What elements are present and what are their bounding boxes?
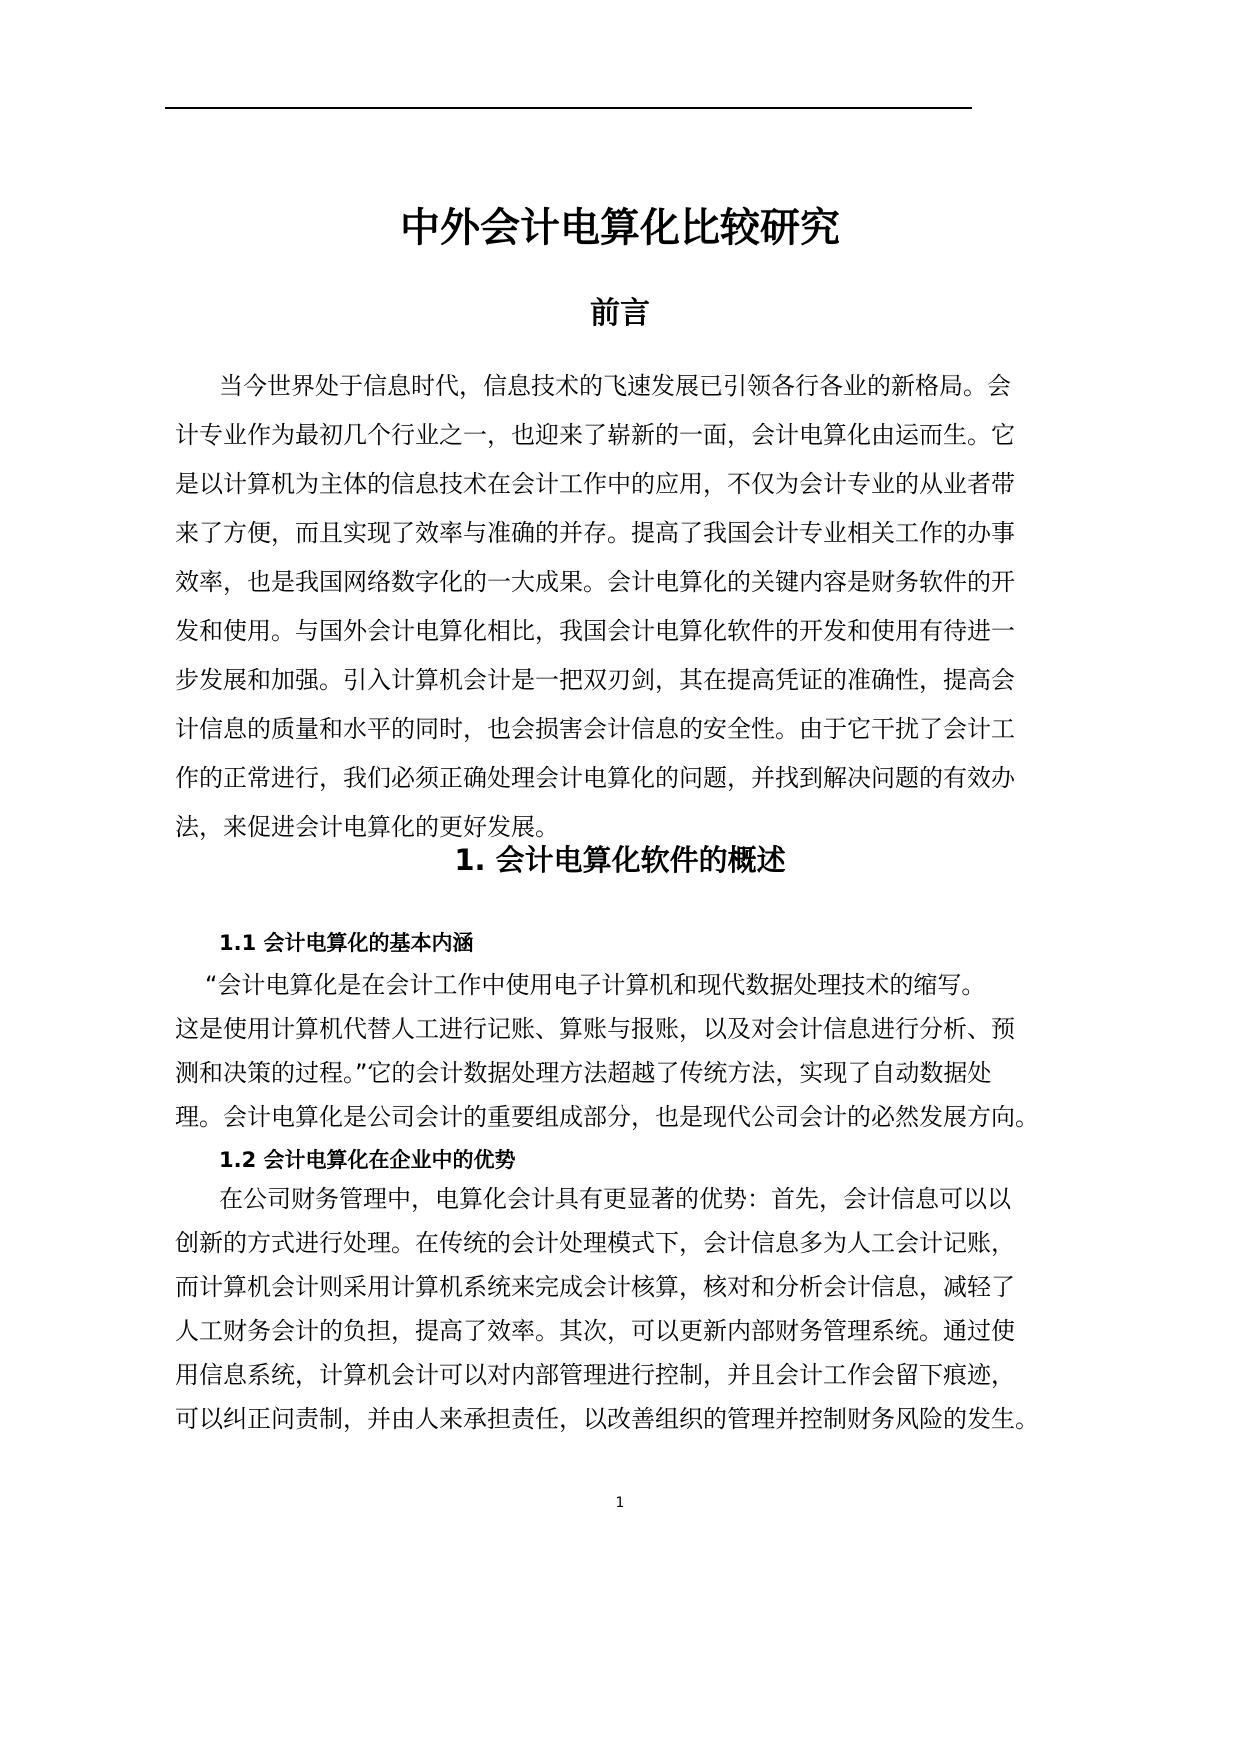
preface-heading: 前言 [590,296,650,331]
paragraph-line: 在公司财务管理中，电算化会计具有更显著的优势：首先，会计信息可以以 [219,1185,1011,1213]
paragraph-line: 人工财务会计的负担，提高了效率。其次，可以更新内部财务管理系统。通过使 [175,1317,1015,1345]
paragraph-line: 发和使用。与国外会计电算化相比，我国会计电算化软件的开发和使用有待进一 [175,617,1015,645]
paragraph-line: 来了方便，而且实现了效率与准确的并存。提高了我国会计专业相关工作的办事 [175,519,1015,547]
section-1-2-heading: 1.2 会计电算化在企业中的优势 [219,1148,516,1172]
paragraph-line: 而计算机会计则采用计算机系统来完成会计核算，核对和分析会计信息，减轻了 [175,1273,1015,1301]
paragraph-line: 理。会计电算化是公司会计的重要组成部分，也是现代公司会计的必然发展方向。 [175,1103,1039,1131]
paragraph-line: 步发展和加强。引入计算机会计是一把双刃剑，其在提高凭证的准确性，提高会 [175,666,1015,694]
document-title: 中外会计电算化比较研究 [400,205,840,251]
paragraph-line: 用信息系统，计算机会计可以对内部管理进行控制，并且会计工作会留下痕迹， [175,1361,1015,1389]
section-1-heading: 1. 会计电算化软件的概述 [454,843,786,877]
paragraph-line: 这是使用计算机代替人工进行记账、算账与报账，以及对会计信息进行分析、预 [175,1015,1015,1043]
paragraph-line: 计信息的质量和水平的同时，也会损害会计信息的安全性。由于它干扰了会计工 [175,715,1015,743]
paragraph-line: 是以计算机为主体的信息技术在会计工作中的应用，不仅为会计专业的从业者带 [175,470,1015,498]
page-number: 1 [615,1495,625,1511]
paragraph-line: 可以纠正问责制，并由人来承担责任，以改善组织的管理并控制财务风险的发生。 [175,1405,1039,1433]
paragraph-line: 当今世界处于信息时代，信息技术的飞速发展已引领各行各业的新格局。会 [219,372,1011,400]
paragraph-line: 效率，也是我国网络数字化的一大成果。会计电算化的关键内容是财务软件的开 [175,568,1015,596]
paragraph-line: 计专业作为最初几个行业之一，也迎来了崭新的一面，会计电算化由运而生。它 [175,421,1015,449]
paragraph-line: “会计电算化是在会计工作中使用电子计算机和现代数据处理技术的缩写。 [205,971,986,999]
paragraph-line: 测和决策的过程。”它的会计数据处理方法超越了传统方法，实现了自动数据处 [175,1059,992,1087]
paragraph-line: 作的正常进行，我们必须正确处理会计电算化的问题，并找到解决问题的有效办 [175,764,1015,792]
preface-paragraph [175,362,1015,852]
header-rule [165,107,972,109]
section-1-1-heading: 1.1 会计电算化的基本内涵 [219,931,474,955]
section-1-1-paragraph [175,963,1039,1139]
paragraph-line: 创新的方式进行处理。在传统的会计处理模式下，会计信息多为人工会计记账， [175,1229,1015,1257]
paragraph-line: 法，来促进会计电算化的更好发展。 [175,813,559,841]
section-1-2-paragraph [175,1177,1039,1441]
